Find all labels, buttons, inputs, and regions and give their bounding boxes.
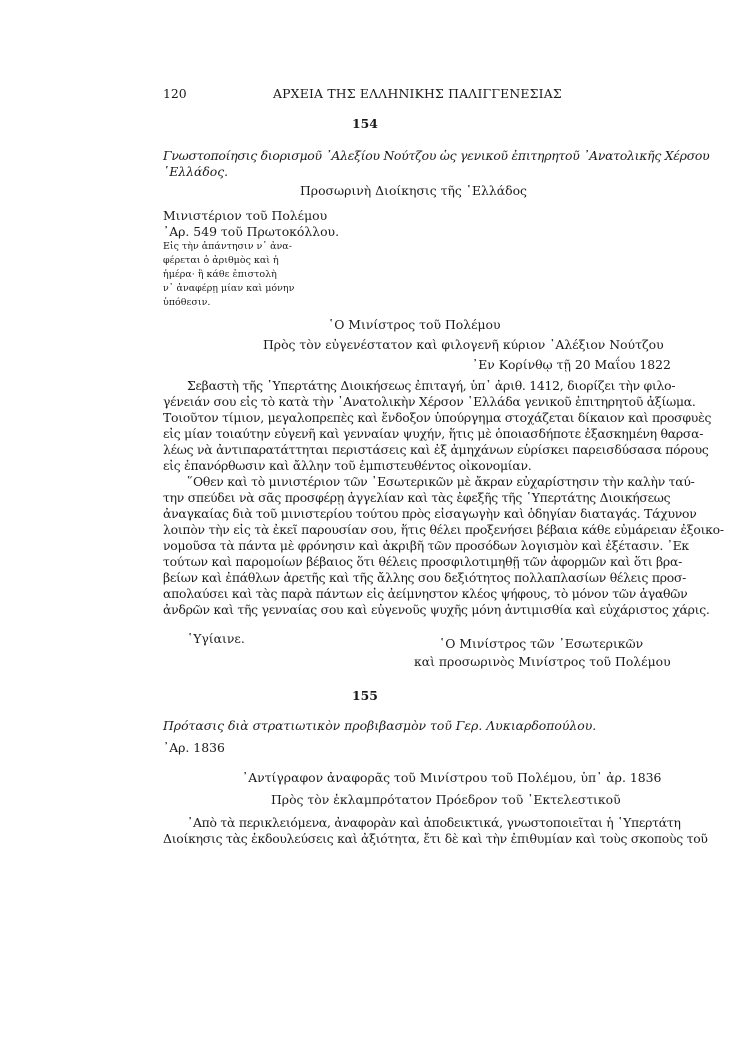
addressee-line: Πρὸς τὸν εὐγενέστατον καὶ φιλογενῆ κύριον ᾿Αλέξιον Νούτζου xyxy=(263,337,664,352)
text-line: ῞Οθεν καὶ τὸ μινιστέριον τῶν ᾿Εσωτερικῶν μὲ ἄκραν εὐχαρίστησιν τὴν καλὴν ταύ- xyxy=(187,474,695,489)
text-line: απολαύσει καὶ τὰς παρὰ πάντων εἰς ἀείμνηστον κλέος ψήφους, τὸ μόνον τῶν ἀγαθῶν xyxy=(163,586,688,601)
protocol-number: ᾿Αρ. 549 τοῦ Πρωτοκόλλου. xyxy=(163,224,340,239)
issuing-government: Προσωρινὴ Διοίκησις τῆς ῾Ελλάδος xyxy=(300,183,527,198)
text-line: λέως νὰ ἀντιπαρατάττηται περιστάσεις καὶ ἐξ ἀμηχάνων εὑρίσκει παρεισδύσασα πόρους xyxy=(163,442,709,457)
text-line: Σεβαστὴ τῆς ῾Υπερτάτης Διοικήσεως ἐπιταγή, ὑπ᾿ ἀριθ. 1412, διορίζει τὴν φιλο- xyxy=(187,378,676,393)
addressee-line: Πρὸς τὸν ἐκλαμπρότατον Πρόεδρον τοῦ ᾿Εκτελεστικοῦ xyxy=(271,792,621,807)
signature-line: καὶ προσωρινὸς Μινίστρος τοῦ Πολέμου xyxy=(414,654,671,669)
page-number: 120 xyxy=(163,86,187,101)
running-title: ΑΡΧΕΙΑ ΤΗΣ ΕΛΛΗΝΙΚΗΣ ΠΑΛΙΓΓΕΝΕΣΙΑΣ xyxy=(273,86,562,101)
body-paragraph-2 xyxy=(163,474,724,618)
text-line: ἀνδρῶν καὶ τῆς γενναίας σου καὶ εὐγενοῦς ψυχῆς μόνη ἀντιμισθία καὶ εὐχάριστος χάρις. xyxy=(163,602,710,617)
text-line: Διοίκησις τὰς ἐκδουλεύσεις καὶ ἀξιότητα, ἔτι δὲ καὶ τὴν ἐπιθυμίαν καὶ τοὺς σκοποὺς τοῦ xyxy=(163,831,708,846)
body-paragraph-1 xyxy=(163,378,712,474)
sender-line: ῾Ο Μινίστρος τοῦ Πολέμου xyxy=(328,317,501,332)
title-line: Γνωστοποίησις διορισμοῦ ᾿Αλεξίου Νούτζου ὡς γενικοῦ ἐπιτηρητοῦ ᾿Ανατολικῆς Χέρσου xyxy=(163,148,710,163)
copy-heading: ᾿Αντίγραφον ἀναφορᾶς τοῦ Μινίστρου τοῦ Πολέμου, ὑπ᾿ ἀρ. 1836 xyxy=(242,770,662,785)
farewell: ῾Υγίαινε. xyxy=(187,631,245,646)
text-line: εἰς μίαν τοιαύτην εὐγενῆ καὶ γενναίαν ψυχήν, ἥτις μὲ ὁποιασδήποτε ἐξασκημένη θαρσα- xyxy=(163,426,704,441)
margin-note-line: ὑπόθεσιν. xyxy=(163,297,211,308)
document-number-155: 155 xyxy=(352,688,378,703)
body-paragraph-155 xyxy=(163,815,708,847)
text-line: βείων καὶ ἐπάθλων ἀρετῆς καὶ τῆς ἄλλης σου δεξιότητος πολλαπλασίων θέλεις προσ- xyxy=(163,570,687,585)
reference-number: ᾿Αρ. 1836 xyxy=(163,740,225,755)
text-line: τούτων καὶ παρομοίων βέβαιος ὅτι θέλεις προσφιλοτιμηθῇ τῶν ἀφορμῶν καὶ ὅτι βρα- xyxy=(163,554,683,569)
document-title-155: Πρότασις διὰ στρατιωτικὸν προβιβασμὸν τοῦ Γερ. Λυκιαρδοπούλου. xyxy=(163,718,597,733)
document-number-154: 154 xyxy=(352,116,378,131)
text-line: εἰς ἐπανόρθωσιν καὶ ἄλλην τοῦ ἐμπιστευθέντος οἰκονομίαν. xyxy=(163,458,532,473)
text-line: λοιπὸν τὴν εἰς τὰ ἐκεῖ παρουσίαν σου, ἥτις θέλει προξενήσει βέβαια κάθε εὐμάρειαν ἐξοικο- xyxy=(163,522,724,537)
signature-line: ῾Ο Μινίστρος τῶν ᾿Εσωτερικῶν xyxy=(439,636,644,651)
text-line: ἀναγκαίας διὰ τοῦ μινιστερίου τούτου πρὸς εἰσαγωγὴν καὶ ὁδηγίαν διαταγάς. Τάχυνον xyxy=(163,506,697,521)
ministry-heading: Μινιστέριον τοῦ Πολέμου xyxy=(163,208,328,223)
text-line: ᾿Απὸ τὰ περικλειόμενα, ἀναφορὰν καὶ ἀποδεικτικά, γνωστοποιεῖται ἡ ῾Υπερτάτη xyxy=(187,815,681,830)
title-line: ῾Ελλάδος. xyxy=(163,164,229,179)
document-title-154 xyxy=(163,148,710,180)
margin-note-line: Εἰς τὴν ἀπάντησιν ν᾿ ἀνα- xyxy=(163,241,292,252)
text-line: νομοῦσα τὰ πάντα μὲ φρόνησιν καὶ ἀκριβῆ τῶν προσόδων λογισμὸν καὶ ἐξέτασιν. ᾿Εκ xyxy=(163,538,689,553)
margin-note-line: φέρεται ὁ ἀριθμὸς καὶ ἡ xyxy=(163,255,279,266)
margin-note-line: ν᾿ ἀναφέρῃ μίαν καὶ μόνην xyxy=(163,283,295,294)
text-line: γένειάν σου εἰς τὸ κατὰ τὴν ᾿Ανατολικὴν Χέρσον ῾Ελλάδα γενικοῦ ἐπιτηρητοῦ ἀξίωμα. xyxy=(163,394,696,409)
text-line: την σπεύδει νὰ σᾶς προσφέρῃ ἀγγελίαν καὶ τὰς ἐφεξῆς τῆς ῾Υπερτάτης Διοικήσεως xyxy=(163,490,671,505)
margin-note xyxy=(163,240,294,310)
margin-note-line: ἡμέρα· ἢ κάθε ἐπιστολὴ xyxy=(163,269,277,280)
text-line: Τοιοῦτον τίμιον, μεγαλοπρεπὲς καὶ ἔνδοξον ὑπούργημα στοχάζεται δίκαιον καὶ προσφυὲς xyxy=(163,410,712,425)
place-date: ᾿Εν Κορίνθῳ τῇ 20 Μαΐου 1822 xyxy=(472,357,671,372)
